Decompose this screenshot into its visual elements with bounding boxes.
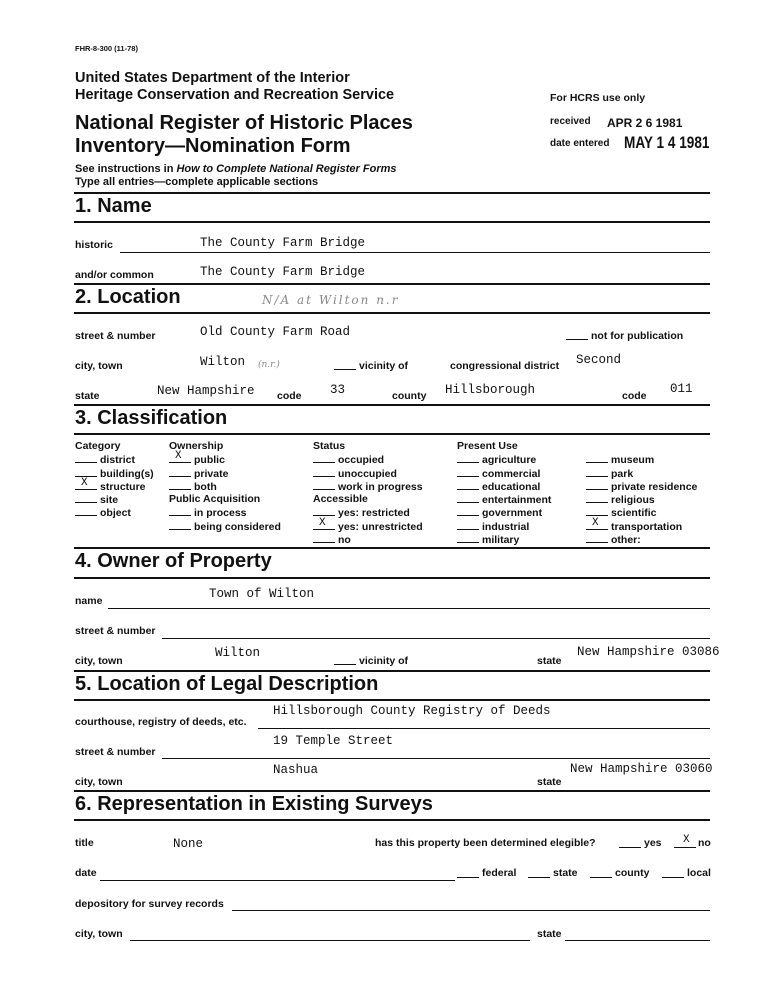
form-code: FHR-8-300 (11-78) (75, 44, 138, 53)
state-survey-label: state (553, 867, 578, 879)
field-line (120, 252, 710, 253)
acquisition-in-process: in process (169, 506, 281, 519)
county-label: county (392, 390, 427, 402)
category-object: object (75, 506, 154, 519)
field-line (162, 758, 710, 759)
ownership-both: both (169, 480, 281, 493)
section-5-heading: 5. Location of Legal Description (75, 673, 379, 695)
field-line (232, 910, 710, 911)
checkbox-line (334, 369, 356, 370)
use-religious: religious (586, 493, 697, 506)
historic-name-value: The County Farm Bridge (200, 236, 366, 250)
state-code-value: 33 (330, 383, 346, 397)
legal-city-value: Nashua (273, 763, 319, 777)
section-6-heading: 6. Representation in Existing Surveys (75, 793, 433, 815)
agency-line-1: United States Department of the Interior (75, 70, 350, 86)
section-rule (74, 819, 710, 821)
eligible-no-mark: X (683, 834, 690, 846)
section-rule (74, 699, 710, 701)
county-code-label: code (622, 390, 647, 402)
state-code-label: code (277, 390, 302, 402)
use-educational: educational (457, 480, 551, 493)
accessible-restricted: yes: restricted (313, 506, 423, 519)
congressional-district-value: Second (576, 353, 622, 367)
instructions-see: See instructions in How to Complete National Register Forms (75, 163, 397, 175)
use-entertainment: entertainment (457, 493, 551, 506)
section-rule (74, 433, 710, 435)
form-title-line-2: Inventory—Nomination Form (75, 135, 351, 157)
category-district: district (75, 453, 154, 466)
local-survey-label: local (687, 867, 711, 879)
not-for-publication-label: not for publication (591, 330, 684, 342)
owner-name-label: name (75, 595, 103, 607)
eligible-no-label: no (698, 837, 711, 849)
owner-state-value: New Hampshire 03086 (577, 645, 720, 659)
survey-state-label: state (537, 928, 562, 940)
legal-city-label: city, town (75, 776, 123, 788)
legal-street-value: 19 Temple Street (273, 734, 394, 748)
legal-street-label: street & number (75, 746, 156, 758)
no-checkbox-line (674, 847, 696, 848)
received-label: received (550, 116, 591, 127)
use-other: other: (586, 533, 697, 546)
owner-street-label: street & number (75, 625, 156, 637)
federal-label: federal (482, 867, 517, 879)
section-rule (74, 283, 710, 285)
acquisition-being-considered: being considered (169, 520, 281, 533)
field-line (130, 940, 530, 941)
section-1-heading: 1. Name (75, 195, 152, 217)
city-value: Wilton (200, 355, 246, 369)
date-entered-label: date entered (550, 138, 610, 149)
category-heading: Category (75, 440, 121, 452)
legal-state-label: state (537, 776, 562, 788)
courthouse-value: Hillsborough County Registry of Deeds (273, 704, 551, 718)
section-4-heading: 4. Owner of Property (75, 550, 272, 572)
instructions-type-all: Type all entries—complete applicable sections (75, 176, 319, 188)
accessible-unrestricted: X yes: unrestricted (313, 520, 423, 533)
accessible-heading: Accessible (313, 493, 368, 506)
received-stamp: APR 2 6 1981 (607, 116, 683, 130)
use-museum: museum (586, 453, 697, 466)
eligible-question: has this property been determined elegible? (375, 837, 596, 849)
ownership-heading: Ownership (169, 440, 224, 452)
survey-title-label: title (75, 837, 94, 849)
category-group (75, 440, 154, 520)
checkbox-line (334, 664, 356, 665)
section-rule (74, 221, 710, 223)
section-3-heading: 3. Classification (75, 407, 228, 429)
category-site: site (75, 493, 154, 506)
ownership-public: X public (169, 453, 281, 466)
use-government: government (457, 506, 551, 519)
status-occupied: occupied (313, 453, 423, 466)
checkbox-line (566, 339, 588, 340)
field-line (100, 880, 455, 881)
congressional-district-label: congressional district (450, 360, 560, 372)
state-label: state (75, 390, 100, 402)
check-mark: X (319, 516, 326, 529)
survey-date-label: date (75, 867, 97, 879)
check-mark: X (175, 450, 182, 463)
city-label: city, town (75, 360, 123, 372)
checkbox-line (590, 877, 612, 878)
instructions-manual-title: How to Complete National Register Forms (176, 163, 397, 175)
status-group (313, 440, 423, 546)
state-value: New Hampshire (157, 384, 255, 398)
survey-city-label: city, town (75, 928, 123, 940)
category-structure: X structure (75, 480, 154, 493)
checkbox-line (457, 877, 479, 878)
owner-city-value: Wilton (215, 646, 261, 660)
date-entered-stamp: MAY 1 4 1981 (624, 133, 710, 152)
section-rule (74, 404, 710, 406)
agency-line-2: Heritage Conservation and Recreation Service (75, 87, 395, 103)
vicinity-label: vicinity of (359, 360, 409, 372)
courthouse-label: courthouse, registry of deeds, etc. (75, 716, 247, 728)
form-title-line-1: National Register of Historic Places (75, 112, 413, 134)
field-line (108, 608, 710, 609)
owner-name-value: Town of Wilton (209, 587, 315, 601)
status-work-in-progress: work in progress (313, 480, 423, 493)
checkbox-line (662, 877, 684, 878)
use-agriculture: agriculture (457, 453, 551, 466)
street-label: street & number (75, 330, 156, 342)
status-heading: Status (313, 440, 346, 452)
acquisition-heading: Public Acquisition (169, 493, 261, 506)
category-buildings: building(s) (75, 467, 154, 480)
city-handwritten-note: (n.r.) (258, 360, 280, 370)
section-rule (74, 790, 710, 792)
use-park: park (586, 467, 697, 480)
use-scientific: scientific (586, 506, 697, 519)
field-line (565, 940, 710, 941)
yes-checkbox-line (619, 847, 641, 848)
use-transportation: X transportation (586, 520, 697, 533)
county-value: Hillsborough (445, 383, 536, 397)
eligible-yes-label: yes (644, 837, 662, 849)
depository-label: depository for survey records (75, 898, 224, 910)
street-value: Old County Farm Road (200, 325, 351, 339)
section-rule (74, 192, 710, 194)
section-rule (74, 577, 710, 579)
section-rule (74, 670, 710, 672)
county-code-value: 011 (670, 382, 693, 396)
field-line (162, 638, 710, 639)
accessible-no: no (313, 533, 423, 546)
common-name-label: and/or common (75, 269, 154, 281)
ownership-private: private (169, 467, 281, 480)
common-name-value: The County Farm Bridge (200, 265, 366, 279)
field-line (258, 728, 710, 729)
use-industrial: industrial (457, 520, 551, 533)
checkbox-line (528, 877, 550, 878)
use-commercial: commercial (457, 467, 551, 480)
owner-vicinity-label: vicinity of (359, 655, 409, 667)
section-rule (74, 312, 710, 314)
section-rule (74, 547, 710, 549)
handwritten-note: N/A at Wilton n.r (262, 293, 400, 307)
survey-title-value: None (173, 837, 204, 851)
section-2-heading: 2. Location (75, 286, 181, 308)
present-use-group-1 (457, 440, 551, 546)
status-unoccupied: unoccupied (313, 467, 423, 480)
present-use-group-2 (586, 440, 697, 546)
historic-label: historic (75, 239, 113, 251)
owner-state-label: state (537, 655, 562, 667)
use-military: military (457, 533, 551, 546)
check-mark: X (81, 476, 88, 489)
owner-city-label: city, town (75, 655, 123, 667)
ownership-group (169, 440, 281, 533)
present-use-heading: Present Use (457, 440, 518, 452)
check-mark: X (592, 516, 599, 529)
county-survey-label: county (615, 867, 650, 879)
use-private-residence: private residence (586, 480, 697, 493)
legal-state-value: New Hampshire 03060 (570, 762, 713, 776)
hcrs-heading: For HCRS use only (550, 92, 646, 104)
